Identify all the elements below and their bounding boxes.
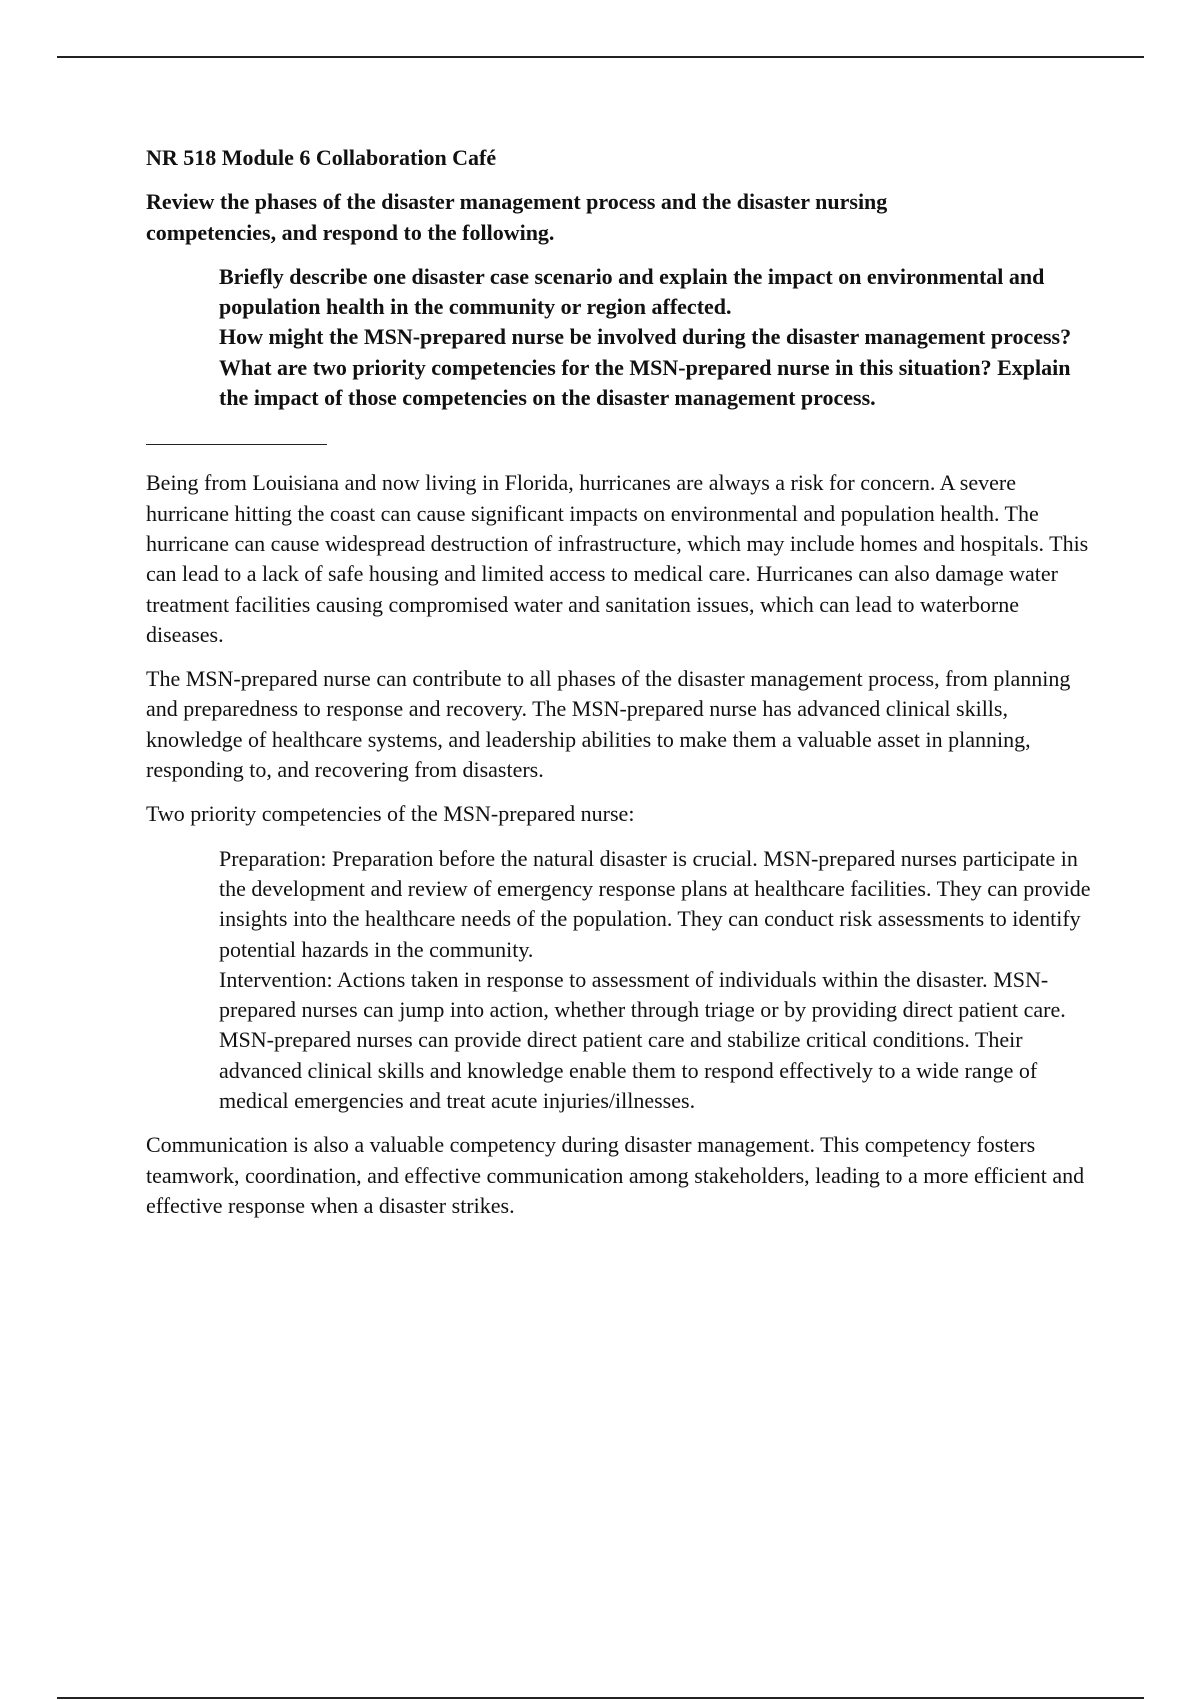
closing-paragraph: Communication is also a valuable competency during disaster management. This competency fosters teamwork, coordination, and effective communication among stakeholders, leading to a more efficient and effective response when a disaster strikes. [146,1132,1085,1218]
question-list [146,262,1096,413]
body-paragraph: Two priority competencies of the MSN-prepared nurse: [146,801,635,827]
body-paragraph: The MSN-prepared nurse can contribute to all phases of the disaster management process, from planning and preparedness to response and recovery. The MSN-prepared nurse has advanced clinical skills, knowledge of healthcare systems, and leadership abilities to make them a valuable asset in planning, responding to, and recovering from disasters. [146,666,1071,783]
competency-list [146,844,1096,1117]
competency-item: Preparation: Preparation before the natural disaster is crucial. MSN-prepared nurses participate in the development and review of emergency response plans at healthcare facilities. They can provide insights into the healthcare needs of the population. They can conduct risk assessments to identify potential hazards in the community. [219,845,1091,962]
body-paragraph: Being from Louisiana and now living in Florida, hurricanes are always a risk for concern. A severe hurricane hitting the coast can cause significant impacts on environmental and population health. The hurricane can cause widespread destruction of infrastructure, which may include homes and hospitals. This can lead to a lack of safe housing and limited access to medical care. Hurricanes can also damage water treatment facilities causing compromised water and sanitation issues, which can lead to waterborne diseases. [146,470,1089,647]
top-rule [57,56,1144,58]
document-title: NR 518 Module 6 Collaboration Café [146,145,497,170]
bottom-rule [57,1697,1144,1699]
question-item: What are two priority competencies for the MSN-prepared nurse in this situation? Explain the impact of those competencies on the disaster management process. [219,354,1071,411]
question-item: Briefly describe one disaster case scenario and explain the impact on environmental and population health in the community or region affected. [219,263,1045,320]
assignment-prompt: Review the phases of the disaster management process and the disaster nursing competencies, and respond to the following. [146,189,888,245]
competency-item: Intervention: Actions taken in response to assessment of individuals within the disaster. MSN-prepared nurses can jump into action, whether through triage or by providing direct patient care. MSN-prepared nurses can provide direct patient care and stabilize critical conditions. Their advanced clinical skills and knowledge enable them to respond effectively to a wide range of medical emergencies and treat acute injuries/illnesses. [219,966,1066,1114]
question-item: How might the MSN-prepared nurse be involved during the disaster management process? [219,324,1072,350]
document-body [146,143,1096,1235]
section-separator [146,444,327,445]
